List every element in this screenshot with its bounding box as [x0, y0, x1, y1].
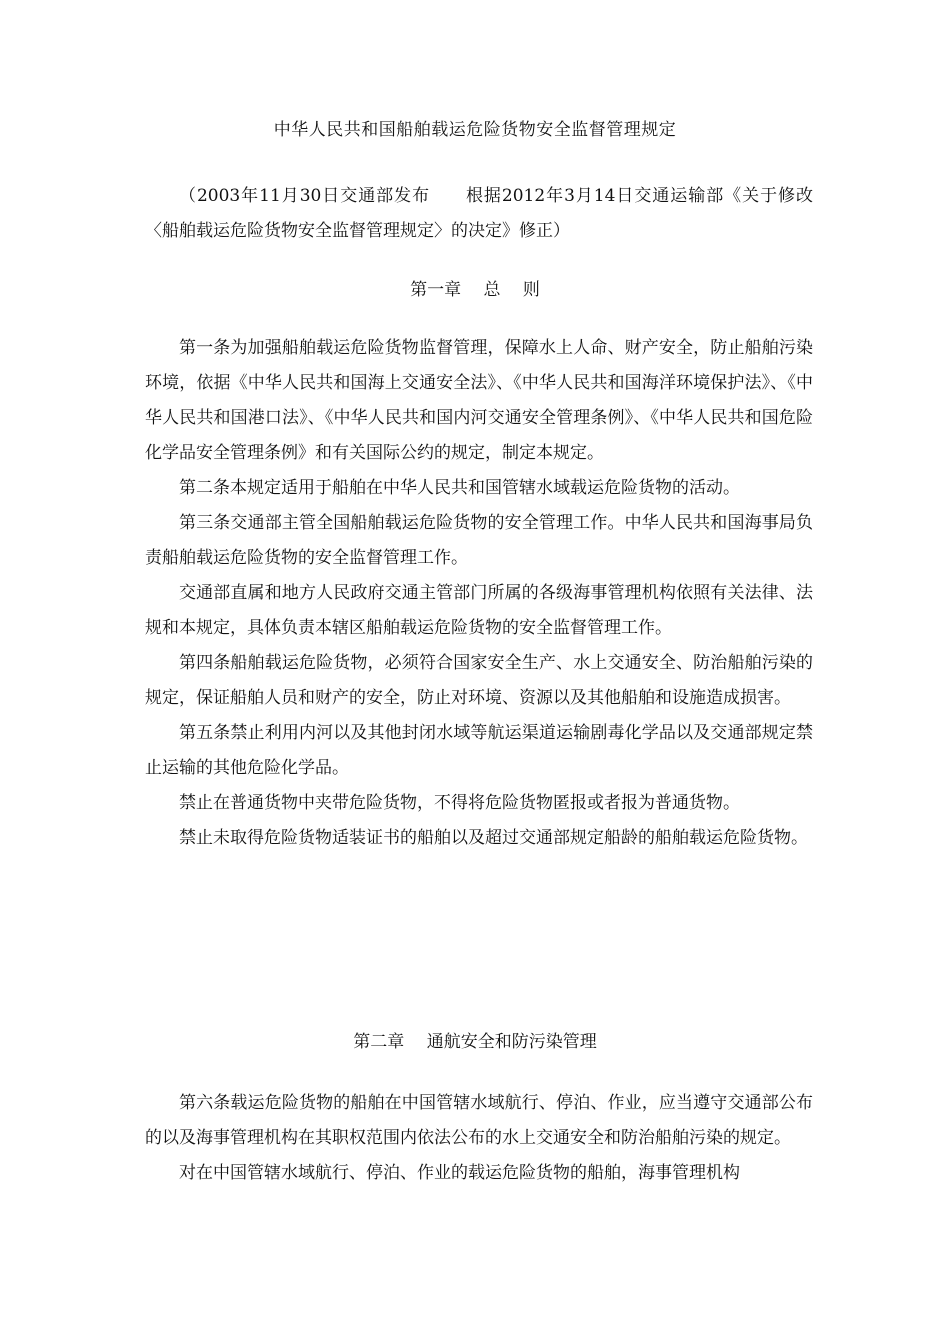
article-4-paragraph: 第四条船舶载运危险货物，必须符合国家安全生产、水上交通安全、防治船舶污染的规定，保证船舶人员和财产的安全，防止对环境、资源以及其他船舶和设施造成损害。	[145, 653, 813, 708]
chapter-heading-1: 第一章 总 则	[410, 280, 540, 300]
article-3-paragraph: 第三条交通部主管全国船舶载运危险货物的安全管理工作。中华人民共和国海事局负责船舶载运危险货物的安全监督管理工作。	[145, 513, 813, 568]
article-5-paragraph: 第五条禁止利用内河以及其他封闭水域等航运渠道运输剧毒化学品以及交通部规定禁止运输的其他危险化学品。	[145, 723, 813, 778]
article-5-prohibition-paragraph: 禁止在普通货物中夹带危险货物，不得将危险货物匿报或者报为普通货物。	[179, 793, 740, 813]
document-subtitle: （2003年11月30日交通部发布 根据2012年3月14日交通运输部《关于修改〈船舶载运危险货物安全监督管理规定〉的决定》修正）	[145, 186, 813, 241]
article-5-ship-prohibition-paragraph: 禁止未取得危险货物适装证书的船舶以及超过交通部规定船龄的船舶载运危险货物。	[179, 828, 808, 848]
article-6-paragraph: 第六条载运危险货物的船舶在中国管辖水域航行、停泊、作业，应当遵守交通部公布的以及海事管理机构在其职权范围内依法公布的水上交通安全和防治船舶污染的规定。	[145, 1093, 813, 1148]
document-title: 中华人民共和国船舶载运危险货物安全监督管理规定	[273, 120, 677, 140]
chapter-heading-2: 第二章 通航安全和防污染管理	[353, 1032, 597, 1052]
article-6-continuation-paragraph: 对在中国管辖水域航行、停泊、作业的载运危险货物的船舶，海事管理机构	[179, 1163, 740, 1183]
article-1-paragraph: 第一条为加强船舶载运危险货物监督管理，保障水上人命、财产安全，防止船舶污染环境，依据《中华人民共和国海上交通安全法》、《中华人民共和国海洋环境保护法》、《中华人民共和国港口法》、《中华人民共和国内河交通安全管理条例》、《中华人民共和国危险化学品安全管理条例》和有关国际公约的规定，制定本规定。	[145, 338, 813, 463]
chapter-1-body	[145, 331, 813, 856]
chapter-2-body	[145, 1086, 813, 1191]
article-2-paragraph: 第二条本规定适用于船舶在中华人民共和国管辖水域载运危险货物的活动。	[179, 478, 740, 498]
article-3-continuation-paragraph: 交通部直属和地方人民政府交通主管部门所属的各级海事管理机构依照有关法律、法规和本规定，具体负责本辖区船舶载运危险货物的安全监督管理工作。	[145, 583, 813, 638]
